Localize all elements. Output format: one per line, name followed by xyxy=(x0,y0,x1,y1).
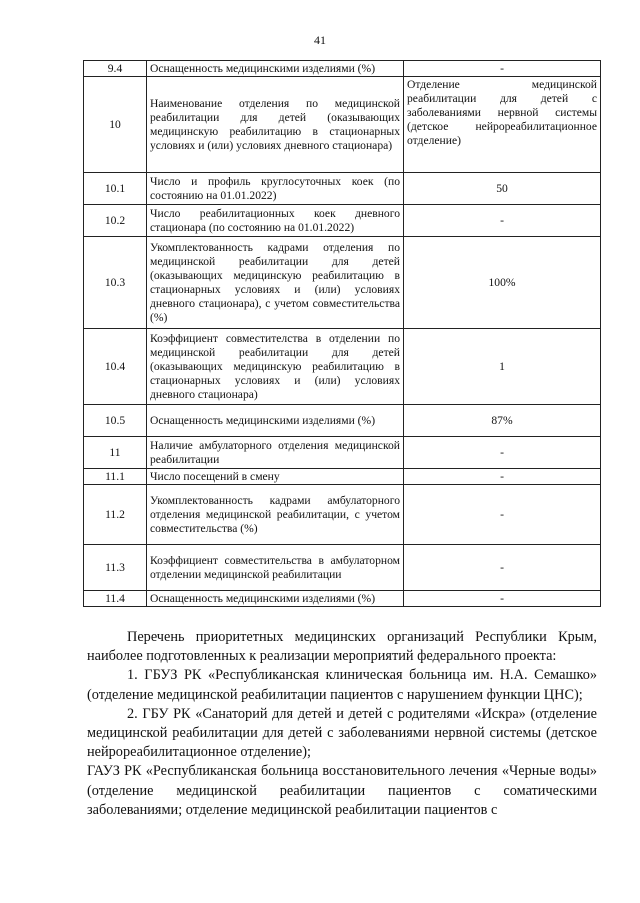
table-row xyxy=(84,205,601,237)
row-description: Оснащенность медицинскими изделиями (%) xyxy=(147,591,404,607)
row-value: - xyxy=(404,469,601,485)
row-description: Наличие амбулаторного отделения медицинской реабилитации xyxy=(147,437,404,469)
table-row xyxy=(84,485,601,545)
row-description: Коэффициент совместителства в отделении по медицинской реабилитации для детей (оказывающих медицинскую реабилитацию в стационарных условиях и (или) условиях дневного стационара) xyxy=(147,329,404,405)
row-value: 87% xyxy=(404,405,601,437)
row-description: Оснащенность медицинскими изделиями (%) xyxy=(147,405,404,437)
list-item-1: 1. ГБУЗ РК «Республиканская клиническая больница им. Н.А. Семашко» (отделение медицинской реабилитации пациентов с нарушением функции ЦНС); xyxy=(87,667,597,703)
row-value: - xyxy=(404,205,601,237)
row-number: 10.4 xyxy=(84,329,147,405)
row-value: - xyxy=(404,591,601,607)
list-item-3: ГАУЗ РК «Республиканская больница восстановительного лечения «Черные воды» (отделение медицинской реабилитации пациентов с соматическими заболеваниями; отделение медицинской реабилитации пациентов с xyxy=(87,763,597,818)
row-description: Число и профиль круглосуточных коек (по состоянию на 01.01.2022) xyxy=(147,173,404,205)
row-number: 9.4 xyxy=(84,61,147,77)
row-number: 10.3 xyxy=(84,237,147,329)
table-row xyxy=(84,329,601,405)
table-row xyxy=(84,405,601,437)
row-value: - xyxy=(404,545,601,591)
row-number: 10 xyxy=(84,77,147,173)
table-row xyxy=(84,591,601,607)
row-number: 10.5 xyxy=(84,405,147,437)
table-row xyxy=(84,545,601,591)
row-description: Число посещений в смену xyxy=(147,469,404,485)
row-description: Оснащенность медицинскими изделиями (%) xyxy=(147,61,404,77)
row-number: 10.1 xyxy=(84,173,147,205)
row-number: 11.1 xyxy=(84,469,147,485)
table-row xyxy=(84,237,601,329)
row-value: - xyxy=(404,485,601,545)
table-row xyxy=(84,437,601,469)
row-number: 11.4 xyxy=(84,591,147,607)
row-number: 11.2 xyxy=(84,485,147,545)
row-value: 100% xyxy=(404,237,601,329)
row-value: 1 xyxy=(404,329,601,405)
row-description: Укомплектованность кадрами отделения по медицинской реабилитации для детей (оказывающих медицинскую реабилитацию в стационарных условиях и (или) условиях дневного стационара), с учетом совместительства (%) xyxy=(147,237,404,329)
row-description: Наименование отделения по медицинской реабилитации для детей (оказывающих медицинскую реабилитацию в стационарных условиях и (или) условиях дневного стационара) xyxy=(147,77,404,173)
intro-paragraph: Перечень приоритетных медицинских организаций Республики Крым, наиболее подготовленных к реализации мероприятий федерального проекта: xyxy=(87,629,597,665)
row-value: - xyxy=(404,61,601,77)
row-value: 50 xyxy=(404,173,601,205)
row-value: Отделение медицинской реабилитации для детей с заболеваниями нервной системы (детское нейрореабилитационное отделение) xyxy=(404,77,601,173)
data-table xyxy=(83,60,601,607)
table-row xyxy=(84,173,601,205)
table-row xyxy=(84,469,601,485)
table-row xyxy=(84,61,601,77)
row-description: Коэффициент совместительства в амбулаторном отделении медицинской реабилитации xyxy=(147,545,404,591)
row-number: 10.2 xyxy=(84,205,147,237)
body-text xyxy=(87,628,597,820)
list-item-2: 2. ГБУ РК «Санаторий для детей и детей с родителями «Искра» (отделение медицинской реабилитации для детей с заболеваниями нервной системы (детское нейрореабилитационное отделение); xyxy=(87,705,597,761)
page-number: 41 xyxy=(314,33,326,47)
row-value: - xyxy=(404,437,601,469)
row-description: Число реабилитационных коек дневного стационара (по состоянию на 01.01.2022) xyxy=(147,205,404,237)
row-description: Укомплектованность кадрами амбулаторного отделения медицинской реабилитации, с учетом совместительства (%) xyxy=(147,485,404,545)
table-row xyxy=(84,77,601,173)
row-number: 11.3 xyxy=(84,545,147,591)
row-number: 11 xyxy=(84,437,147,469)
